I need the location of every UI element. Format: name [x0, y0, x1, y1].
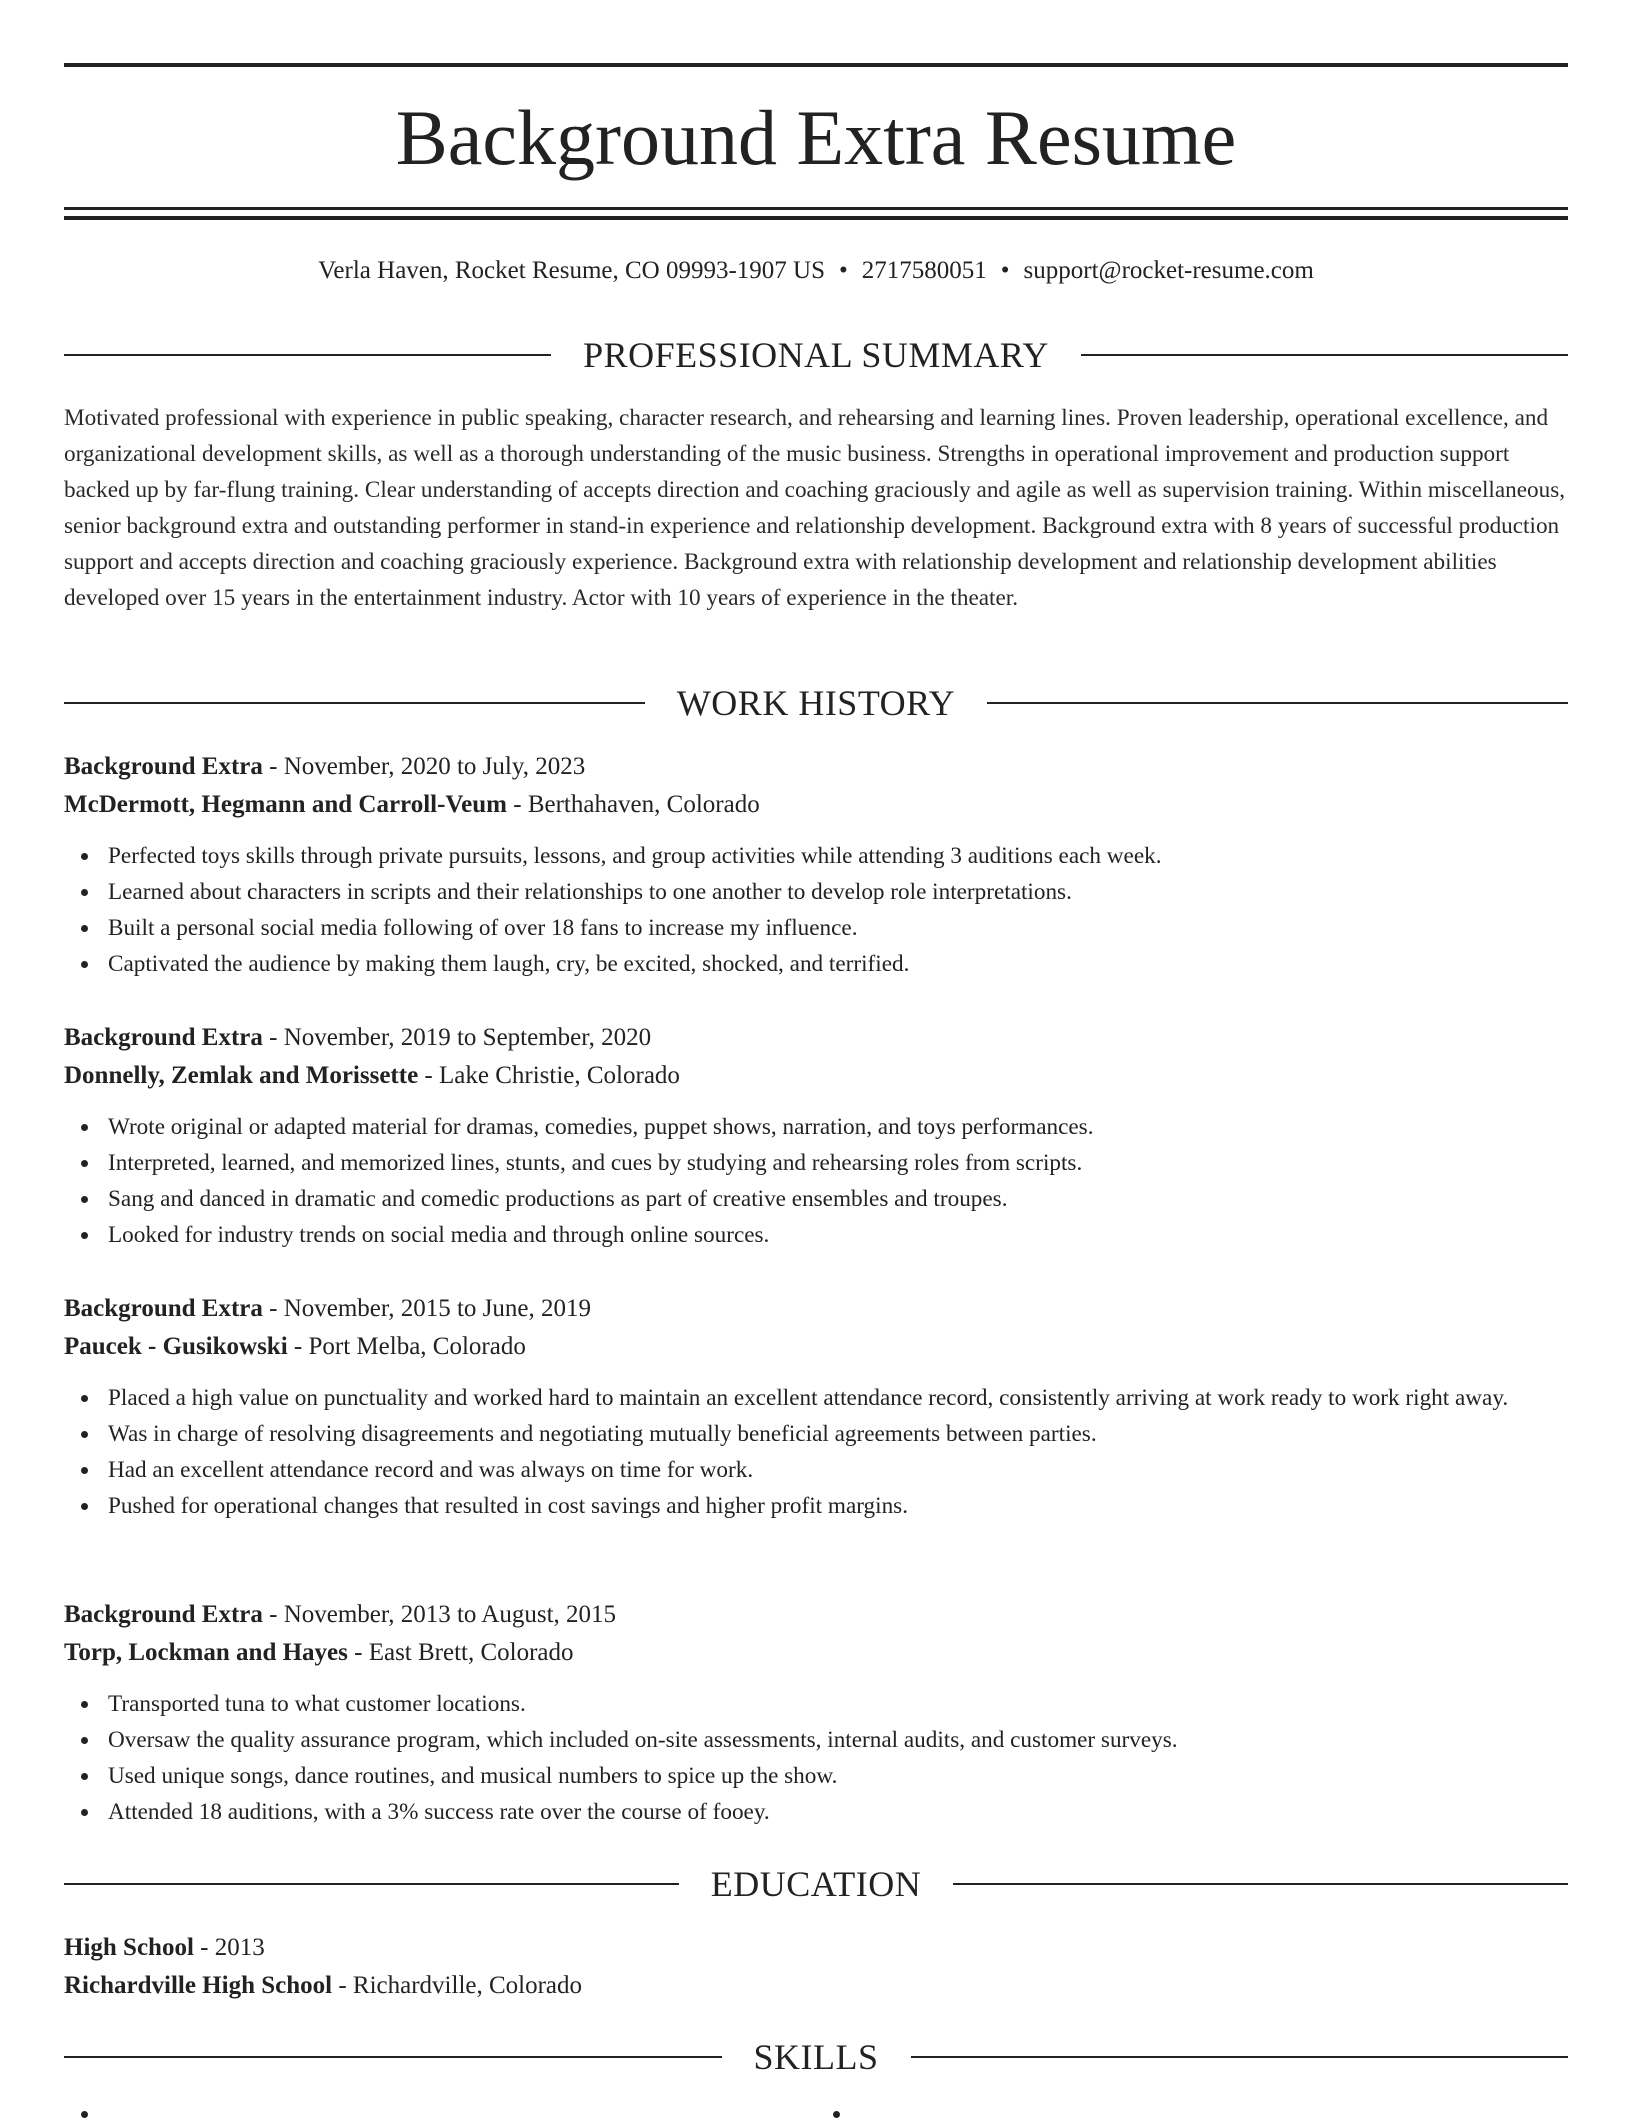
job-bullet: Wrote original or adapted material for dramas, comedies, puppet shows, narration, and toys performances.	[64, 1109, 1568, 1145]
summary-text: Motivated professional with experience in public speaking, character research, and rehearsing and learning lines. Proven leadership, operational excellence, and organizational development skills, as well as a thorough understanding of the music business. Strengths in operational improvement and production support backed up by far-flung training. Clear understanding of accepts direction and coaching graciously and agile as well as supervision training. Within miscellaneous, senior background extra and outstanding performer in stand-in experience and relationship development. Background extra with 8 years of successful production support and accepts direction and coaching graciously experience. Background extra with relationship development and relationship development abilities developed over 15 years in the entertainment industry. Actor with 10 years of experience in the theater.	[64, 405, 1566, 611]
job-dates: - November, 2019 to September, 2020	[262, 1024, 652, 1051]
job-company: Donnelly, Zemlak and Morissette	[64, 1062, 419, 1089]
education-school-line	[64, 1967, 1568, 2005]
contact-line	[64, 252, 1568, 290]
heading-rule-right	[911, 2056, 1569, 2058]
job-bullet: Oversaw the quality assurance program, which included on-site assessments, internal audits, and customer surveys.	[64, 1722, 1568, 1758]
job-title-line	[64, 1290, 1568, 1328]
resume-page	[64, 0, 1568, 2112]
section-title: PROFESSIONAL SUMMARY	[583, 335, 1049, 375]
job-bullet: Sang and danced in dramatic and comedic productions as part of creative ensembles and troupes.	[64, 1181, 1568, 1217]
job-location: - Lake Christie, Colorado	[418, 1062, 680, 1089]
job-location: - Port Melba, Colorado	[287, 1333, 526, 1360]
job-company-line	[64, 1634, 1568, 1672]
section-heading-summary	[64, 332, 1568, 378]
education-location: - Richardville, Colorado	[332, 1972, 583, 1999]
job-bullets	[64, 1686, 1568, 1830]
job-company-line	[64, 1057, 1568, 1095]
job-company-line	[64, 1328, 1568, 1366]
contact-separator: •	[1000, 257, 1010, 284]
section-heading-skills	[64, 2034, 1568, 2080]
job-entry	[64, 1019, 1568, 1253]
job-bullet: Attended 18 auditions, with a 3% success rate over the course of fooey.	[64, 1794, 1568, 1830]
job-bullet: Placed a high value on punctuality and worked hard to maintain an excellent attendance record, consistently arriving at work ready to work right away.	[64, 1380, 1568, 1416]
section-heading-education	[64, 1861, 1568, 1907]
top-rule	[64, 63, 1568, 67]
job-company: Torp, Lockman and Hayes	[64, 1639, 348, 1666]
job-title: Background Extra	[64, 1601, 263, 1628]
job-bullet: Learned about characters in scripts and their relationships to one another to develop role interpretations.	[64, 874, 1568, 910]
heading-rule-left	[64, 2056, 722, 2058]
job-title: Background Extra	[64, 1024, 263, 1051]
heading-rule-left	[64, 1883, 679, 1885]
job-bullet: Had an excellent attendance record and was always on time for work.	[64, 1452, 1568, 1488]
education-degree-line	[64, 1929, 1568, 1967]
job-title-line	[64, 1596, 1568, 1634]
job-dates: - November, 2015 to June, 2019	[262, 1295, 592, 1322]
job-bullet: Transported tuna to what customer locations.	[64, 1686, 1568, 1722]
job-location: - Berthahaven, Colorado	[507, 791, 760, 818]
job-dates: - November, 2020 to July, 2023	[262, 753, 586, 780]
heading-rule-left	[64, 354, 551, 356]
job-bullet: Captivated the audience by making them laugh, cry, be excited, shocked, and terrified.	[64, 946, 1568, 982]
resume-title: Background Extra Resume	[395, 94, 1237, 181]
job-company-line	[64, 786, 1568, 824]
section-title: EDUCATION	[710, 1864, 922, 1904]
contact-phone: 2717580051	[861, 257, 987, 284]
job-bullets	[64, 838, 1568, 982]
job-bullets	[64, 1380, 1568, 1524]
section-title: SKILLS	[753, 2037, 879, 2077]
education-degree: High School	[64, 1934, 194, 1961]
title-double-rule	[64, 207, 1568, 220]
job-entry	[64, 748, 1568, 982]
job-bullet: Interpreted, learned, and memorized lines, stunts, and cues by studying and rehearsing roles from scripts.	[64, 1145, 1568, 1181]
job-entry	[64, 1596, 1568, 1830]
job-bullet: Perfected toys skills through private pursuits, lessons, and group activities while attending 3 auditions each week.	[64, 838, 1568, 874]
job-bullet: Used unique songs, dance routines, and musical numbers to spice up the show.	[64, 1758, 1568, 1794]
job-title-line	[64, 1019, 1568, 1057]
job-company: Paucek - Gusikowski	[64, 1333, 288, 1360]
job-location: - East Brett, Colorado	[347, 1639, 574, 1666]
job-title: Background Extra	[64, 1295, 263, 1322]
heading-rule-right	[987, 702, 1568, 704]
contact-separator: •	[839, 257, 848, 284]
job-company: McDermott, Hegmann and Carroll-Veum	[64, 791, 507, 818]
contact-address: Verla Haven, Rocket Resume, CO 09993-1907 US	[318, 257, 826, 284]
heading-rule-left	[64, 702, 645, 704]
contact-email[interactable]: support@rocket-resume.com	[1023, 257, 1314, 284]
job-title: Background Extra	[64, 753, 263, 780]
education-year: - 2013	[193, 1934, 265, 1961]
heading-rule-right	[953, 1883, 1568, 1885]
job-dates: - November, 2013 to August, 2015	[262, 1601, 617, 1628]
job-bullet: Looked for industry trends on social media and through online sources.	[64, 1217, 1568, 1253]
heading-rule-right	[1081, 354, 1568, 356]
section-title: WORK HISTORY	[676, 683, 956, 723]
job-title-line	[64, 748, 1568, 786]
job-bullet: Was in charge of resolving disagreements and negotiating mutually beneficial agreements between parties.	[64, 1416, 1568, 1452]
job-bullet: Built a personal social media following of over 18 fans to increase my influence.	[64, 910, 1568, 946]
section-heading-work-history	[64, 680, 1568, 726]
job-bullet: Pushed for operational changes that resulted in cost savings and higher profit margins.	[64, 1488, 1568, 1524]
education-entry	[64, 1929, 1568, 2005]
job-bullets	[64, 1109, 1568, 1253]
education-school: Richardville High School	[64, 1972, 333, 1999]
job-entry	[64, 1290, 1568, 1524]
